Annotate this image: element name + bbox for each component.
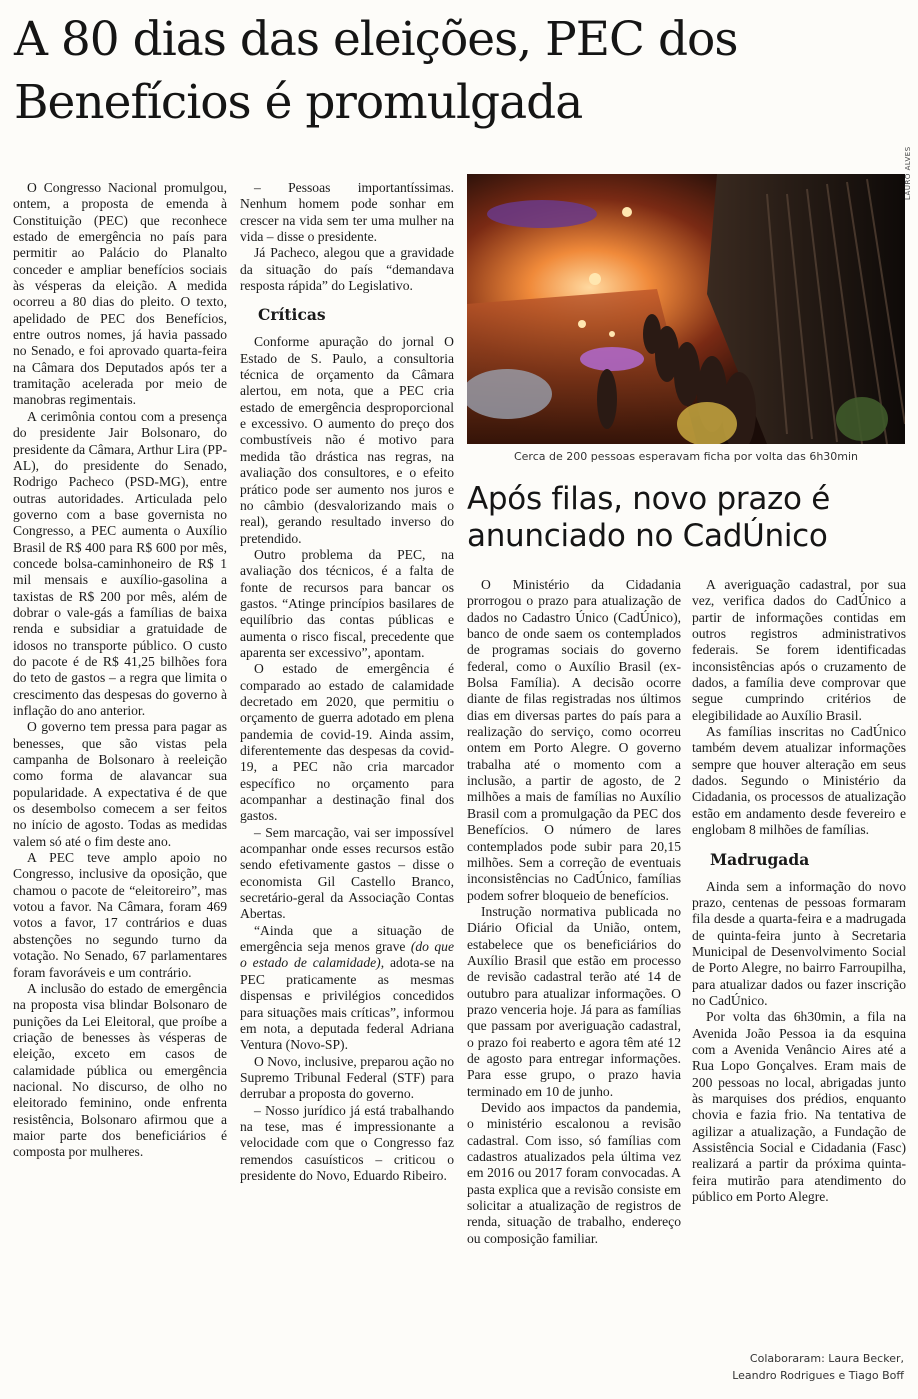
paragraph: A PEC teve amplo apoio no Congresso, inclusive da oposição, que chamou o pacote de “eleitoreiro”, mas votou a favor. Na Câmara, foram 469 votos a favor, 17 contrários e duas abstenções no segundo turno da votação. No Senado, 67 parlamentares foram favoráveis e um contrário. — [13, 850, 227, 980]
subheading-madrugada: Madrugada — [710, 849, 810, 869]
quote-text-end: , adota-se na PEC praticamente as mesmas dispensas e privilégios concedidos para situações mais críticas”, informou em nota, a deputada federal Adriana Ventura (Novo-SP). — [240, 955, 454, 1053]
paragraph: A inclusão do estado de emergência na proposta visa blindar Bolsonaro de punições da Lei Eleitoral, que proíbe a criação de benesses às vésperas de eleição, exceto em casos de calamidade pública ou emergência nacional. No discurso, de olho no eleitorado feminino, onde enfrenta resistência, Bolsonaro afirmou que a maior parte dos beneficiários é composta por mulheres. — [13, 980, 227, 1160]
contributors-credit — [732, 1350, 904, 1384]
contributors-line: Colaboraram: Laura Becker, — [749, 1352, 904, 1365]
paragraph: A cerimônia contou com a presença do presidente Jair Bolsonaro, do presidente da Câmara, Arthur Lira (PP-AL), do presidente do Senado, Rodrigo Pacheco (PSD-MG), entre outras autoridades. Articulada pelo governo com a base governista no Congresso, a PEC aumenta o Auxílio Brasil de R$ 400 para R$ 600 por mês, concede bolsa-caminhoneiro de R$ 1 mil mensais e auxílio-gasolina a taxistas de R$ 200 por mês, além de dobrar o vale-gás a famílias de baixa renda e subsidiar a gratuidade de idosos no transporte público. O custo do pacote é de R$ 41,25 bilhões fora do teto de gastos – a regra que limita o crescimento das despesas do governo à inflação do ano anterior. — [13, 408, 227, 718]
headline: A 80 dias das eleições, PEC dos Benefícios é promulgada — [14, 12, 738, 130]
secondary-article-column-2 — [692, 577, 906, 1205]
paragraph: Outro problema da PEC, na avaliação dos técnicos, é a falta de fonte de recursos para bancar os gastos. “Atinge princípios basilares de equilíbrio das contas públicas e aumenta o risco fiscal, precedente que aparenta ser excessivo”, apontam. — [240, 546, 454, 660]
queue-photo — [467, 174, 905, 444]
main-article-column-1 — [13, 180, 227, 1161]
paragraph: – Sem marcação, vai ser impossível acompanhar onde esses recursos estão sendo efetivamente gastos – disse o economista Gil Castello Branco, secretário-geral da Associação Contas Abertas. — [240, 824, 454, 922]
quote-italic-text: (do que o estado de calamidade) — [240, 939, 454, 971]
paragraph: O estado de emergência é comparado ao estado de calamidade decretado em 2020, que permitiu o orçamento de guerra adotado em plena pandemia de covid-19. Ainda assim, diferentemente das despesas da covid-19, a PEC não cria marcador específico no orçamento para acompanhar a destinação final dos gastos. — [240, 661, 454, 824]
paragraph: – Nosso jurídico já está trabalhando na tese, mas é impressionante a velocidade com que o Congresso faz remendos casuísticos – criticou o presidente do Novo, Eduardo Ribeiro. — [240, 1102, 454, 1183]
paragraph: Devido aos impactos da pandemia, o ministério escalonou a revisão cadastral. Com isso, só famílias com cadastros atualizados pela última vez em 2016 ou 2017 foram convocadas. A pasta explica que a revisão consiste em solicitar a atualização de registros de renda, situação de trabalho, endereço ou composição familiar. — [467, 1100, 681, 1246]
paragraph: Já Pacheco, alegou que a gravidade da situação do país “demandava resposta rápida” do Legislativo. — [240, 245, 454, 294]
secondary-headline: Após filas, novo prazo é anunciado no CadÚnico — [467, 481, 831, 554]
quote-text: “Ainda que a situação de emergência seja menos grave — [240, 922, 454, 955]
night-queue-image — [467, 174, 905, 444]
photo-caption: Cerca de 200 pessoas esperavam ficha por volta das 6h30min — [513, 450, 859, 463]
paragraph: – Pessoas importantíssimas. Nenhum homem pode sonhar em crescer na vida sem ter uma mulher na vida – disse o presidente. — [240, 180, 454, 245]
subheading-criticas: Críticas — [258, 305, 326, 325]
paragraph: Conforme apuração do jornal O Estado de S. Paulo, a consultoria técnica de orçamento da Câmara alertou, em nota, que a PEC cria estado de emergência desproporcional e excessivo. O aumento do preço dos combustíveis não é motivo para medida tão drástica nas regras, na avaliação dos consultores, e o efeito prático pode ser aumento nos juros e no câmbio (desvalorizando mais o real), gerando resultado inverso do pretendido. — [240, 334, 454, 546]
main-article-column-2 — [240, 180, 454, 1184]
paragraph: Por volta das 6h30min, a fila na Avenida João Pessoa ia da esquina com a Avenida Venâncio Aires até a Rua Lopo Gonçalves. Eram mais de 200 pessoas no local, abrigadas junto às marquises dos prédios, enquanto chovia e fazia frio. Na tentativa de agilizar a atualização, a Fundação de Assistência Social e Cidadania (Fasc) realizará a partir da próxima quinta-feira mutirão para atendimento do público em Porto Alegre. — [692, 1009, 906, 1205]
secondary-article-column-1 — [467, 577, 681, 1247]
paragraph: As famílias inscritas no CadÚnico também devem atualizar informações sempre que houver alteração em seus dados. Segundo o Ministério da Cidadania, os processos de atualização estão em andamento desde fevereiro e englobam 8 milhões de famílias. — [692, 724, 906, 838]
photo-credit: LAURO ALVES — [904, 146, 912, 200]
quote-paragraph — [240, 923, 454, 1054]
paragraph: O Congresso Nacional promulgou, ontem, a proposta de emenda à Constituição (PEC) que reconhece estado de emergência no país para permitir ao Palácio do Planalto conceder e ampliar benefícios sociais às vésperas da eleição. A medida ocorreu a 80 dias do pleito. O texto, apelidado de PEC dos Benefícios, entre outros nomes, já havia passado no Senado, e foi aprovado quarta-feira na Câmara dos Deputados após ter a tramitação acelerada por meio de manobras regimentais. — [13, 180, 227, 408]
paragraph: A averiguação cadastral, por sua vez, verifica dados do CadÚnico a partir de informações contidas em outros registros administrativos federais. Se forem identificadas inconsistências após o cruzamento de dados, a família deve comprovar que segue cumprindo critérios de elegibilidade ao Auxílio Brasil. — [692, 577, 906, 723]
contributors-line: Leandro Rodrigues e Tiago Boff — [732, 1369, 904, 1382]
paragraph: O Ministério da Cidadania prorrogou o prazo para atualização de dados no Cadastro Único (CadÚnico), banco de onde saem os contemplados de programas sociais do governo federal, como o Auxílio Brasil (ex-Bolsa Família). A decisão ocorre diante de filas registradas nos últimos dias em diversas partes do país para a realização do serviço, como ocorreu ontem em Porto Alegre. O governo trabalha até o momento com a inclusão, a partir de agosto, de 2 milhões a mais de famílias no Auxílio Brasil com a promulgação da PEC dos Benefícios. O número de lares contemplados pode subir para 20,15 milhões. Sem a correção de eventuais inconsistências no CadÚnico, famílias podem sofrer bloqueio de benefícios. — [467, 577, 681, 903]
paragraph: Instrução normativa publicada no Diário Oficial da União, ontem, estabelece que os beneficiários do Auxílio Brasil que estão em processo de revisão cadastral terão até 14 de outubro para atualizar informações. O prazo venceria hoje. Já para as famílias que passam por averiguação cadastral, o prazo foi reaberto e agora têm até 12 de agosto para entregar informações. Para esse grupo, o prazo havia terminado em 10 de junho. — [467, 903, 681, 1099]
paragraph: O governo tem pressa para pagar as benesses, que são vistas pela campanha de Bolsonaro à reeleição como forma de alavancar sua popularidade. A expectativa é de que os desembolso comecem a ser feitos no início de agosto. Todas as medidas valem só até o fim deste ano. — [13, 719, 227, 849]
paragraph: Ainda sem a informação do novo prazo, centenas de pessoas formaram fila desde a quarta-feira e a madrugada de quinta-feira junto à Secretaria Municipal de Desenvolvimento Social de Porto Alegre, no bairro Farroupilha, para atualizar dados ou fazer inscrição no CadÚnico. — [692, 878, 906, 1008]
paragraph: O Novo, inclusive, preparou ação no Supremo Tribunal Federal (STF) para derrubar a proposta do governo. — [240, 1053, 454, 1102]
